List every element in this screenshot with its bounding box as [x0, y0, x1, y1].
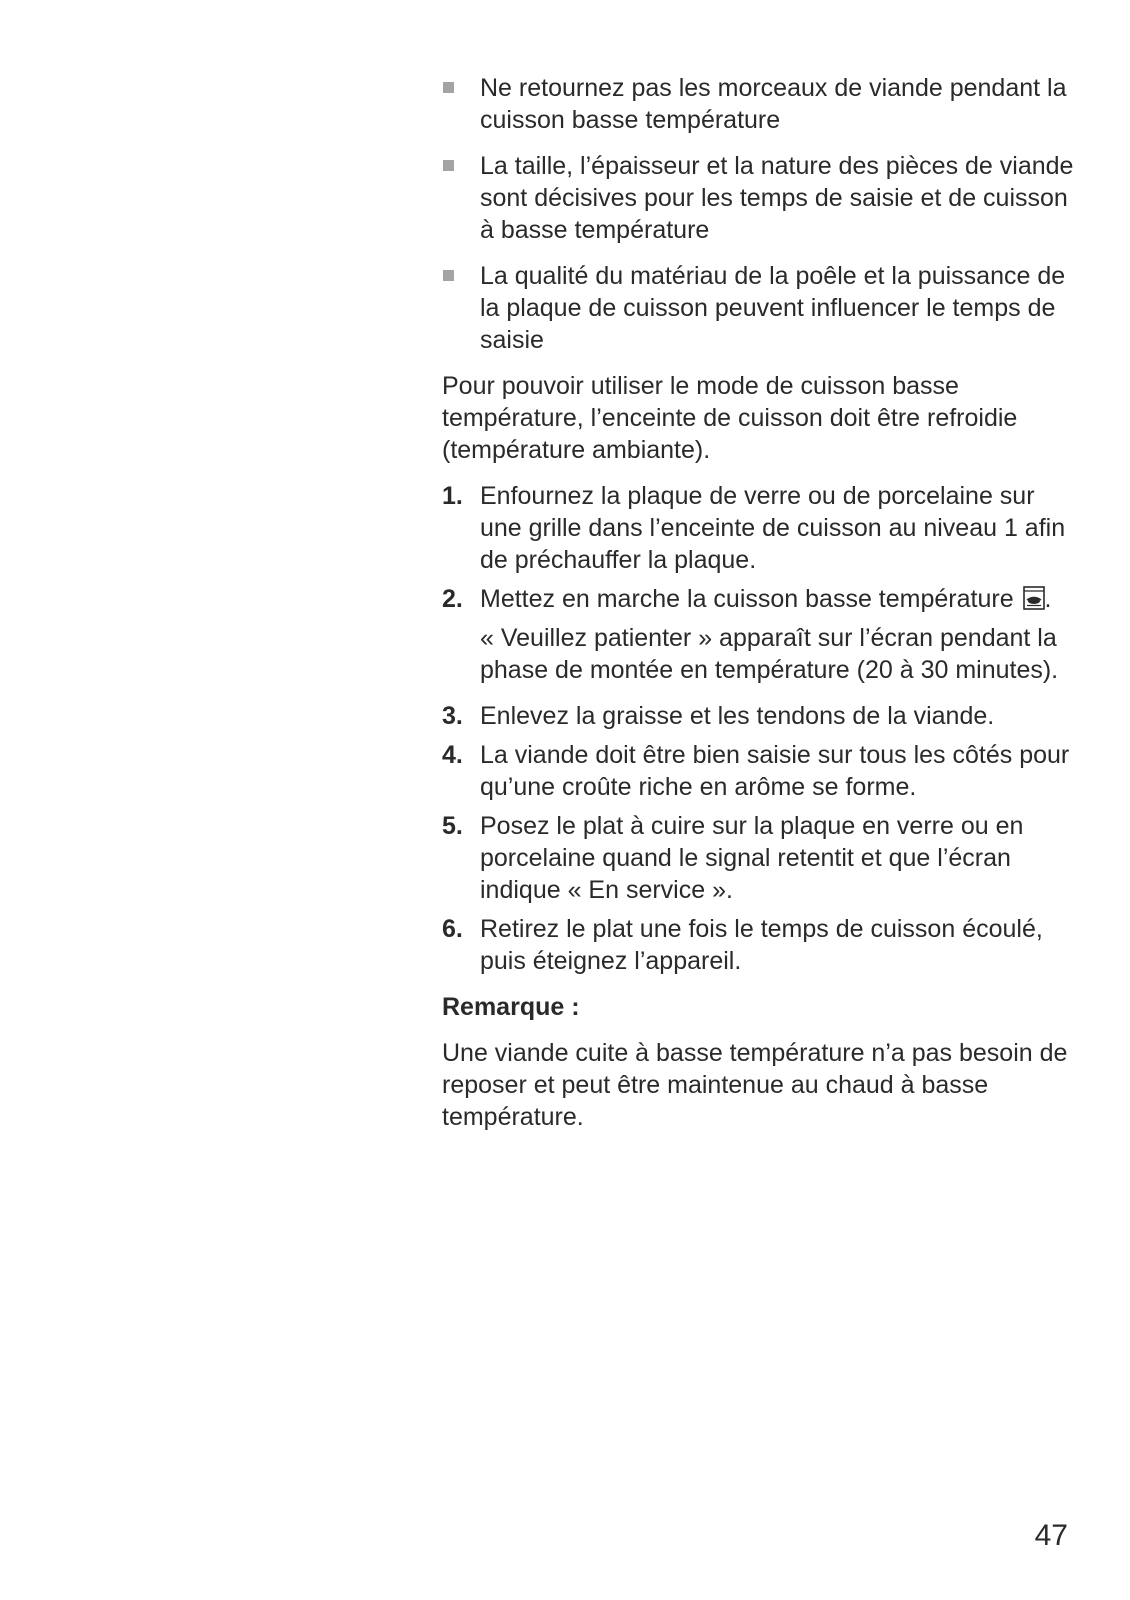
step-number: 6.: [442, 915, 463, 943]
list-item: [442, 72, 1082, 136]
step-text: Enlevez la graisse et les tendons de la viande.: [480, 702, 995, 730]
tips-list: [442, 72, 1082, 356]
step-number: 1.: [442, 482, 463, 510]
step-number: 3.: [442, 702, 463, 730]
page-number: 47: [1034, 1519, 1068, 1552]
step-item: [442, 739, 1082, 803]
step-item: [442, 700, 1082, 732]
steps-list: [442, 480, 1082, 977]
bullet-text: La qualité du matériau de la poêle et la puissance de la plaque de cuisson peuvent influencer le temps de saisie: [480, 262, 1066, 354]
remark-paragraph: Une viande cuite à basse température n’a pas besoin de reposer et peut être maintenue au chaud à basse température.: [442, 1039, 1068, 1131]
step-number: 2.: [442, 585, 463, 613]
square-bullet-icon: [443, 82, 454, 93]
step-text: Enfournez la plaque de verre ou de porcelaine sur une grille dans l’enceinte de cuisson au niveau 1 afin de préchauffer la plaque.: [480, 482, 1066, 574]
step-suffix: .: [1044, 585, 1052, 613]
remark-title: Remarque :: [442, 993, 580, 1021]
square-bullet-icon: [443, 270, 454, 281]
step-item: [442, 913, 1082, 977]
step-number: 5.: [442, 812, 463, 840]
low-temperature-icon: [1023, 586, 1045, 610]
bullet-text: La taille, l’épaisseur et la nature des pièces de viande sont décisives pour les temps de saisie et de cuisson à basse température: [480, 152, 1074, 244]
square-bullet-icon: [443, 160, 454, 171]
step-text: Retirez le plat une fois le temps de cuisson écoulé, puis éteignez l’appareil.: [480, 915, 1043, 975]
bullet-text: Ne retournez pas les morceaux de viande pendant la cuisson basse température: [480, 74, 1067, 134]
step-text: Mettez en marche la cuisson basse température: [480, 585, 1014, 613]
step-item: [442, 583, 1082, 686]
step-note: « Veuillez patienter » apparaît sur l’écran pendant la phase de montée en température (20 à 30 minutes).: [480, 624, 1059, 684]
step-text: La viande doit être bien saisie sur tous les côtés pour qu’une croûte riche en arôme se forme.: [480, 741, 1070, 801]
list-item: [442, 260, 1082, 356]
step-item: [442, 480, 1082, 576]
step-item: [442, 810, 1082, 906]
main-column: [442, 72, 1082, 1147]
step-text: Posez le plat à cuire sur la plaque en verre ou en porcelaine quand le signal retentit et que l’écran indique « En service ».: [480, 812, 1024, 904]
list-item: [442, 150, 1082, 246]
step-number: 4.: [442, 741, 463, 769]
intro-paragraph: Pour pouvoir utiliser le mode de cuisson basse température, l’enceinte de cuisson doit être refroidie (température ambiante).: [442, 372, 1018, 464]
